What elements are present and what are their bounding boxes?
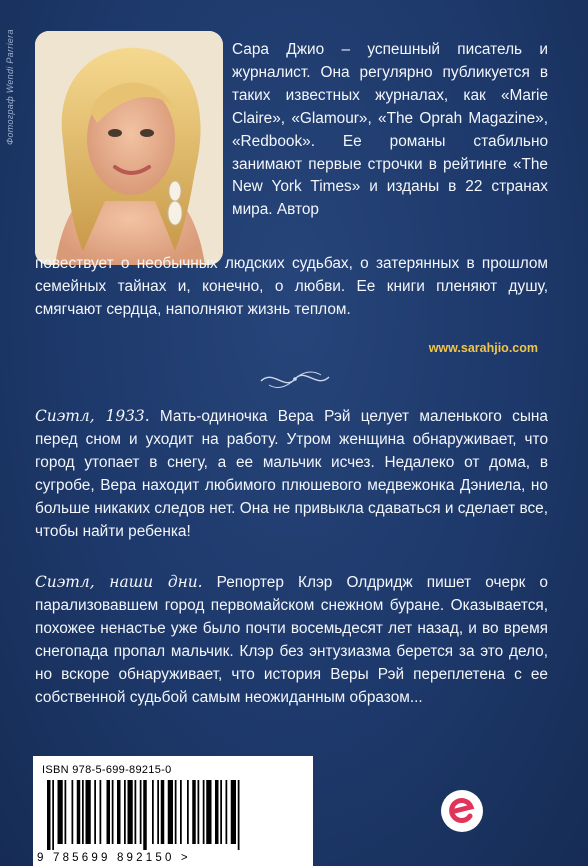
barcode-bar: [180, 780, 182, 844]
barcode-bar: [215, 780, 219, 844]
barcode-icon: [47, 780, 297, 850]
author-photo: [35, 31, 223, 265]
eksmo-logo-icon: [441, 790, 483, 832]
photo-credit: Фотограф Wendi Parriera: [5, 29, 15, 145]
synopsis-1-lead: Сиэтл, 1933.: [35, 407, 150, 425]
synopsis-2-lead: Сиэтл, наши дни.: [35, 573, 203, 591]
barcode-bar: [175, 780, 177, 844]
barcode-bar: [140, 780, 142, 844]
barcode-bar: [238, 780, 240, 850]
barcode-bar: [143, 780, 147, 850]
synopsis-paragraph-2: [35, 571, 548, 709]
barcode-bar: [128, 780, 133, 844]
barcode-bar: [86, 780, 91, 844]
barcode-bar: [198, 780, 200, 844]
barcode-bar: [161, 780, 165, 844]
synopsis-2-text: Репортер Клэр Олдридж пишет очерк о парализовавшем город первомайском снежном буране. Оказывается, похожее ненастье уже было почти восемьдесят лет назад, и во время снегопада пропал мальчик. Клэр без энтузиазма берется за это дело, но вскоре обнаруживает, что история Веры Рэй переплетена с ее собственной судьбой самым неожиданным образом...: [35, 574, 548, 706]
barcode-bar: [124, 780, 126, 844]
barcode-bar: [226, 780, 228, 844]
barcode-bar: [152, 780, 154, 844]
barcode-bar: [192, 780, 196, 844]
flourish-ornament-icon: [255, 365, 335, 393]
author-website-link[interactable]: www.sarahjio.com: [428, 341, 538, 355]
barcode-bar: [187, 780, 189, 844]
barcode-bar: [72, 780, 74, 844]
barcode-bar: [58, 780, 63, 844]
barcode-digits: 9 785699 892150 >: [37, 852, 191, 864]
barcode-bar: [94, 780, 96, 844]
barcode-bar: [203, 780, 205, 844]
barcode-bar: [135, 780, 137, 844]
barcode-bar: [65, 780, 67, 844]
author-bio: Сара Джио – успешный писатель и журналист. Она регулярно публикуется в таких известных журналах, как «Marie Claire», «Glamour», «The Oprah Magazine», «Redbook». Ее романы стабильно занимают первые строчки в рейтинге «The New York Times» и изданы в 22 странах мира. Автор: [232, 41, 548, 219]
synopsis-1-text: Мать-одиночка Вера Рэй целует маленького сына перед сном и уходит на работу. Утром женщина обнаруживает, что город утопает в снегу, а ее мальчик исчез. Недалеко от дома, в сугробе, Вера находит любимого плюшевого медвежонка Дэниела, но больше никаких следов нет. Она не привыкла сдаваться и сделает все, чтобы найти ребенка!: [35, 408, 548, 540]
synopsis-paragraph-1: [35, 405, 548, 543]
barcode-bar: [77, 780, 81, 844]
barcode-bar: [82, 780, 84, 844]
barcode-bar: [206, 780, 211, 844]
barcode-bar: [157, 780, 159, 844]
barcode-bar: [107, 780, 111, 844]
barcode-bar: [112, 780, 114, 844]
barcode-bar: [231, 780, 236, 844]
barcode-bar: [47, 780, 51, 850]
barcode-bar: [52, 780, 54, 850]
barcode-bar: [100, 780, 102, 844]
isbn-label: ISBN 978-5-699-89215-0: [42, 764, 172, 776]
barcode-bar: [168, 780, 173, 844]
barcode-bar: [117, 780, 121, 844]
author-bio-continued: повествует о необычных людских судьбах, о затерянных в прошлом семейных тайнах и, конечно, о любви. Ее книги пленяют душу, смягчают сердца, наполняют жизнь теплом.: [35, 255, 548, 318]
barcode-panel: [33, 756, 313, 866]
barcode-bar: [220, 780, 222, 844]
